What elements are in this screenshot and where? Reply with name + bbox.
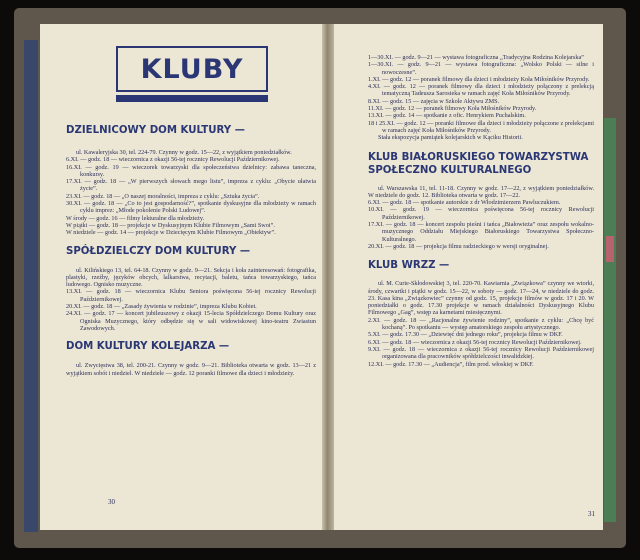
section-title: KLUB WRZZ —	[368, 260, 450, 272]
kluby-header-box	[116, 46, 268, 92]
header-rule	[116, 95, 268, 102]
list-item: 13.XI. — godz. 18 — wieczornica Klubu Seniora poświęcona 56-tej rocznicy Rewolucji Październikowej.	[66, 288, 316, 303]
section-intro: ul. Zwycięstwa 38, tel. 200-21. Czynny w godz. 9—21. Biblioteka otwarta w godz. 13—21 z wyjątkiem sobót i niedziel. W niedziele — godz. 12 poranki filmowe dla dzieci i młodzieży.	[66, 362, 316, 377]
list-item: 24.XI. — godz. 17 — koncert jubileuszowy z okazji 15-lecia Spółdzielczego Domu Kultury oraz Ogniska Muzycznego, który odbędzie się w sali widowiskowej kino-teatru Zwiastun Zawodowych.	[66, 310, 316, 332]
list-item: 1—30.XI. — godz. 9—21 — wystawa fotograficzna „Tradycyjna Rodzina Kolejarska”	[368, 54, 584, 61]
list-item: 17.XI. — godz. 18 — koncert zespołu pieśni i tańca „Białowieża” oraz zespołu wokalno-muzycznego Oddziału Miejskiego Białoruskiego Towarzystwa Społeczno-Kulturalnego.	[368, 221, 594, 243]
list-item: 9.XI. — godz. 18 — wieczornica z okazji 56-tej rocznicy Rewolucji Październikowej organizowana dla pracowników spółdzielczości inwalidzkiej.	[368, 345, 594, 361]
note: Stała ekspozycja pamiątek kolejarskich w Kąciku Historii.	[378, 134, 523, 142]
book-gutter	[322, 24, 334, 530]
page-edge-blue	[24, 40, 38, 532]
section-intro: ul. Kilińskiego 13, tel. 64-18. Czynny w godz. 9—21. Sekcja i koła zainteresowań: fotografika, plastyki, rzeźby, języków obcych, lalkarstwa, recytacji, baletu, tańca towarzyskiego, tańca ludowego. Ognisko muzyczne.	[66, 266, 316, 289]
list-item: 12.XI. — godz. 17.30 — „Audiencja”, film prod. włoskiej w DKF.	[368, 360, 534, 368]
section-title: DZIELNICOWY DOM KULTURY —	[66, 125, 245, 136]
list-item: 11.XI. — godz. 12 — poranek filmowy Koła Miłośników Przyrody.	[368, 105, 537, 113]
right-page-content	[368, 54, 594, 368]
list-item: 17.XI. — godz. 18 — „W pierwszych słowach mego listu”, impreza z cyklu: „Obycie ułatwia życie”.	[66, 178, 316, 193]
list-item: 13.XI. — godz. 14 — spotkanie z ofic. Henrykiem Puchalskim.	[368, 112, 526, 120]
list-item: 1—30.XI. — godz. 9—21 — wystawa fotograficzna: „Wolsko Polski — silne i nowoczesne”.	[368, 61, 594, 76]
bookmark-tab	[606, 236, 614, 262]
list-item: 8.XI. — godz. 15 — zajęcia w Szkole Aktywu ZMS.	[368, 97, 500, 105]
section-intro: ul. Kawaleryjska 30, tel. 224-79. Czynny w godz. 15—22, z wyjątkiem poniedziałków.	[76, 149, 292, 156]
list-item: 6.XI. — godz. 18 — wieczornica z okazji 56-tej rocznicy Rewolucji Październikowej.	[66, 156, 280, 164]
section-title: KLUB BIAŁORUSKIEGO TOWARZYSTWA SPOŁECZNO KULTURALNEGO	[368, 151, 589, 176]
list-item: 10.XI. — godz. 19 — wieczornica poświęcona 56-tej rocznicy Rewolucji Październikowej.	[368, 206, 594, 221]
section-intro: ul. Warszawska 11, tel. 11-18. Czynny w godz. 17—22, z wyjątkiem poniedziałków. W niedziele do godz. 12. Biblioteka otwarta w godz. 17—22.	[368, 184, 594, 199]
list-item: 5.XI. — godz. 17.30 — „Dziewięć dni jednego roku”, projekcja filmu w DKF.	[368, 331, 563, 339]
list-item: 30.XI. — godz. 18 — „Co to jest gospodarność?”, spotkanie dyskusyjne dla młodzieży w ramach cyklu imprez: „Młode pokolenie Polski Ludowej”.	[66, 200, 316, 215]
list-item: W środy — godz. 16 — filmy lekturalne dla młodzieży.	[66, 214, 205, 222]
list-item: 18 i 25.XI. — godz. 12 — poranki filmowe dla dzieci i młodzieży połączone z prelekcjami w ramach zajęć Koła Miłośników Przyrody.	[368, 119, 594, 134]
page-number: 31	[588, 510, 595, 518]
list-item: 16.XI. — godz. 19 — wieczorek towarzyski dla społeczeństwa dzielnicy: zabawa taneczna, konkursy.	[66, 163, 316, 178]
list-item: 23.XI. — godz. 18 — „O naszej moralności, impreza z cyklu: „Sztuka życia”.	[66, 192, 260, 200]
section-title: SPÓŁDZIELCZY DOM KULTURY —	[66, 245, 251, 257]
list-item: W piątki — godz. 18 — projekcje w Dyskusyjnym Klubie Filmowym „Sami Swoi”.	[66, 221, 275, 229]
section-title: DOM KULTURY KOLEJARZA —	[66, 341, 230, 353]
page-title: KLUBY	[140, 53, 244, 85]
left-page-content	[66, 36, 316, 377]
list-item: 6.XI. — godz. 18 — wieczornica z okazji 56-tej rocznicy Rewolucji Październikowej.	[368, 338, 582, 346]
list-item: 20.XI. — godz. 18 — „Zasady żywienia w rodzinie”, impreza Klubu Kobiet.	[66, 303, 257, 311]
section-intro: ul. M. Curie-Skłodowskiej 3, tel. 220-70. Kawiarnia „Związkowa” czynny we wtorki, środy, czwartki i piątki w godz. 15—22, w soboty — godz. 17—24, w niedziele do godz. 23. Kasa kina „Związkowiec” czynny od godz. 15, projekcje filmów w godz. 17 i 20. W poniedziałki o godz. 17.30 projekcje w ramach działalności Dyskusyjnego Klubu Filmowego „Gag”, wstęp za karnetami miesięcznymi.	[368, 280, 594, 317]
list-item: 4.XI. — godz. 12 — poranek filmowy dla dzieci i młodzieży połączony z prelekcją tematyczną Tadeusza Sarosieka w ramach zajęć Koła Miłośników Przyrody.	[368, 83, 594, 98]
page-edge-green	[604, 118, 616, 522]
list-item: 20.XI. — godz. 18 — projekcja filmu radzieckiego w wersji oryginalnej.	[368, 242, 549, 250]
page-number: 30	[108, 498, 115, 506]
list-item: W niedziele — godz. 14 — projekcje w Dziecięcym Klubie Filmowym „Obiektyw”.	[66, 229, 276, 237]
list-item: 6.XI. — godz. 18 — spotkanie autorskie z dr Włodzimierzem Pawluczukiem.	[368, 199, 561, 207]
list-item: 1.XI. — godz. 12 — poranek filmowy dla dzieci i młodzieży Koła Miłośników Przyrody.	[368, 75, 590, 83]
list-item: 2.XI. — godz. 18 — „Racjonalne żywienie rodziny”, spotkanie z cyklu: „Chcę być kochaną”. Po spotkaniu — występ amatorskiego zespołu artystycznego.	[368, 316, 594, 332]
